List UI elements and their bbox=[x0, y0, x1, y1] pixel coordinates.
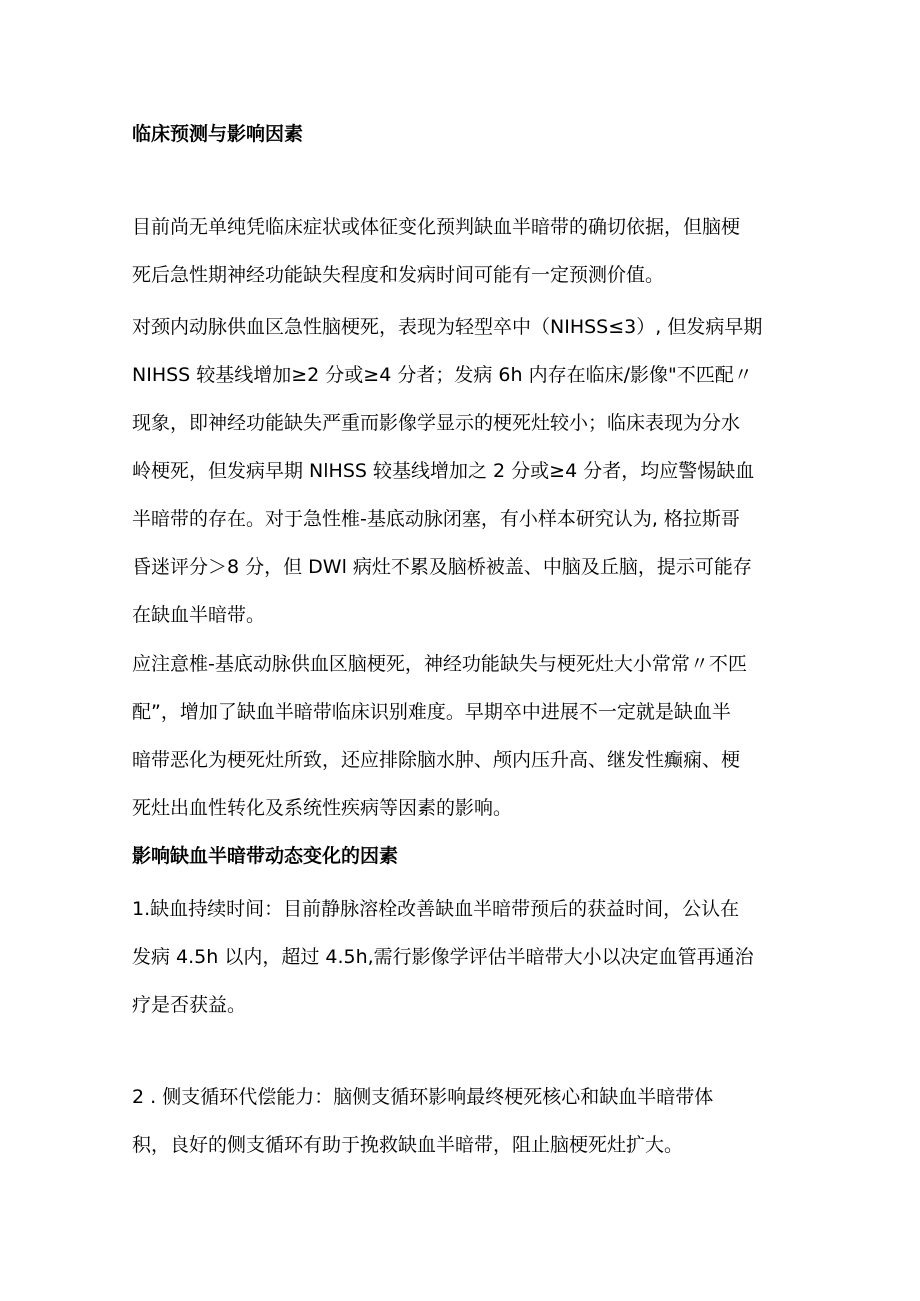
text-line: 岭梗死，但发病早期 NlHSS 较基线增加之 2 分或≥4 分者，均应警惕缺血 bbox=[132, 460, 755, 482]
paragraph-ischemia-duration bbox=[132, 885, 812, 1029]
section-heading-clinical-prediction: 临床预测与影响因素 bbox=[132, 123, 304, 145]
paragraph-intro bbox=[132, 203, 812, 299]
section-heading-influencing-factors: 影响缺血半暗带动态变化的因素 bbox=[132, 845, 399, 867]
text-line: 疗是否获益。 bbox=[132, 994, 247, 1016]
paragraph-carotid-territory bbox=[132, 303, 812, 639]
text-line: 死灶出血性转化及系统性疾病等因素的影响。 bbox=[132, 797, 513, 819]
text-line: 暗带恶化为梗死灶所致，还应排除脑水肿、颅内压升高、继发性癫痫、梗 bbox=[132, 749, 741, 771]
paragraph-collateral-circulation bbox=[132, 1073, 812, 1169]
text-line: 积，良好的侧支循环有助于挽救缺血半暗带，阻止脑梗死灶扩大。 bbox=[132, 1134, 684, 1156]
paragraph-vertebrobasilar bbox=[132, 640, 812, 832]
text-line: 昏迷评分＞8 分，但 DWl 病灶不累及脑桥被盖、中脑及丘脑，提示可能存 bbox=[132, 556, 752, 578]
text-line: 应注意椎-基底动脉供血区脑梗死，神经功能缺失与梗死灶大小常常〃不匹 bbox=[132, 653, 747, 675]
text-line: 1.缺血持续时间：目前静脉溶栓改善缺血半暗带预后的获益时间，公认在 bbox=[132, 898, 740, 920]
text-line: 死后急性期神经功能缺失程度和发病时间可能有一定预测价值。 bbox=[132, 264, 665, 286]
text-line: 配”，增加了缺血半暗带临床识别难度。早期卒中进展不一定就是缺血半 bbox=[132, 701, 731, 723]
text-line: NIHSS 较基线增加≥2 分或≥4 分者；发病 6h 内存在临床/影像"不匹配〃 bbox=[132, 364, 753, 386]
text-line: 目前尚无单纯凭临床症状或体征变化预判缺血半暗带的确切依据，但脑梗 bbox=[132, 216, 741, 238]
text-line: 现象，即神经功能缺失严重而影像学显示的梗死灶较小；临床表现为分水 bbox=[132, 412, 741, 434]
text-line: 对颈内动脉供血区急性脑梗死，表现为轻型卒中（NIHSS≤3）, 但发病早期 bbox=[132, 316, 763, 338]
text-line: 半暗带的存在。对于急性椎-基底动脉闭塞，有小样本研究认为, 格拉斯哥 bbox=[132, 508, 740, 530]
text-line: 2 . 侧支循环代偿能力：脑侧支循环影响最终梗死核心和缺血半暗带体 bbox=[132, 1086, 714, 1108]
text-line: 在缺血半暗带。 bbox=[132, 604, 266, 626]
text-line: 发病 4.5h 以内，超过 4.5h,需行影像学评估半暗带大小以决定血管再通治 bbox=[132, 946, 754, 968]
